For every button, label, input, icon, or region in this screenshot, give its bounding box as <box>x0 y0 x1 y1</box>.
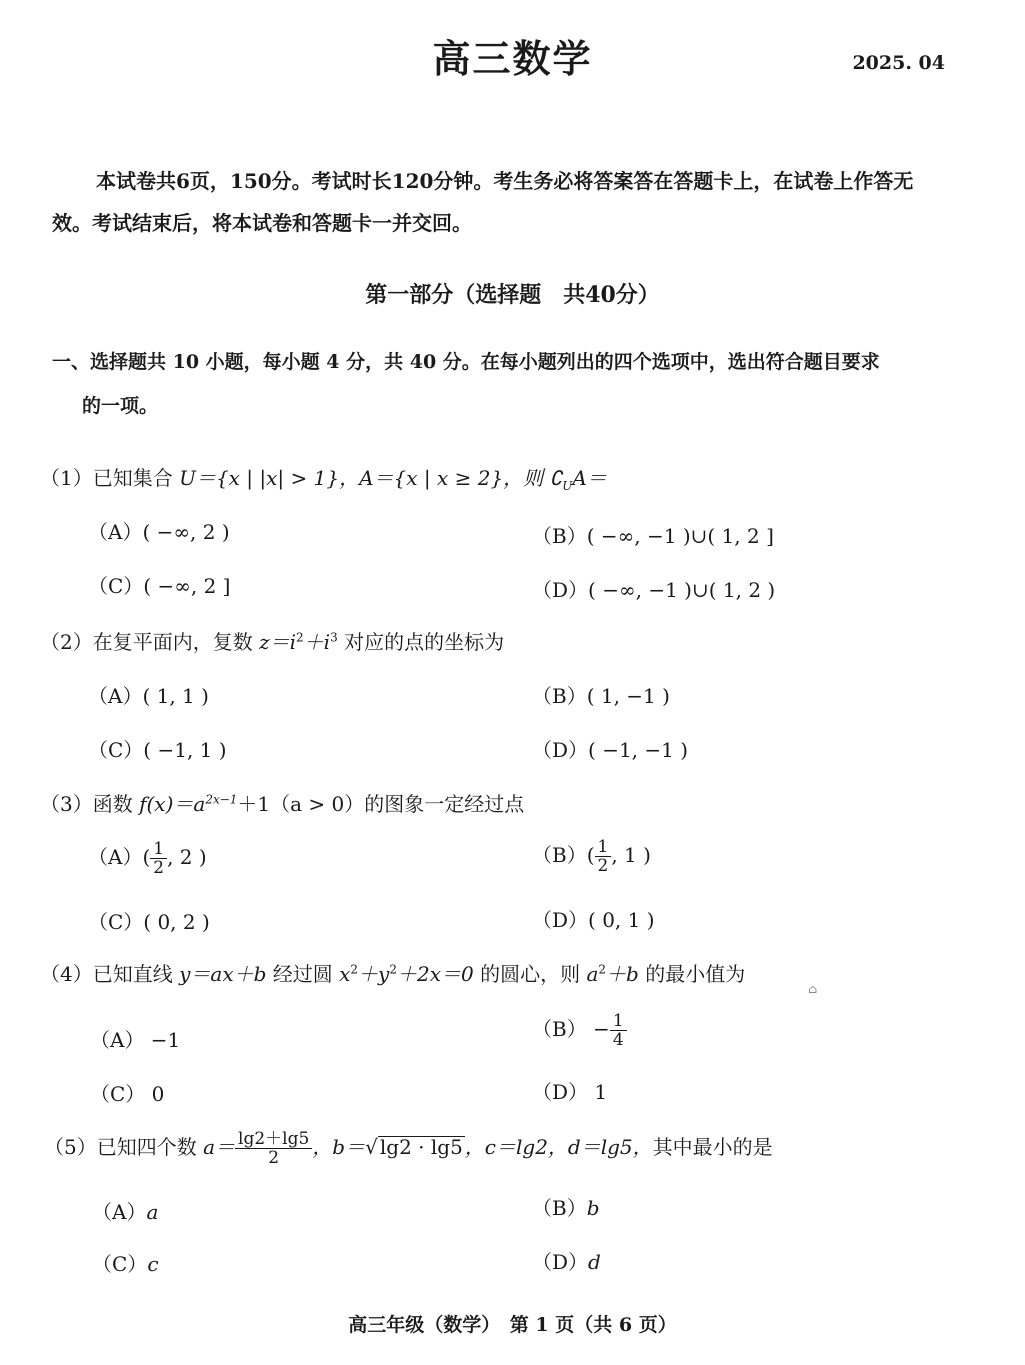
instruction-line-1: 一、选择题共 10 小题，每小题 4 分，共 40 分。在每小题列出的四个选项中，选出符合题目要求 <box>52 351 880 373</box>
q3-option-c: （C）( 0, 2 ) <box>88 910 210 934</box>
q3-a-fraction <box>150 840 167 877</box>
q2-sup-2: 3 <box>330 630 338 645</box>
q2-option-a: （A）( 1, 1 ) <box>88 684 209 708</box>
q4-circle-y: ＋y <box>358 962 390 986</box>
q3-formula-a: f(x)＝a <box>139 792 206 816</box>
q3-b-denominator: 2 <box>597 856 609 876</box>
q5-rest: ，c＝lg2，d＝lg5， <box>464 1135 653 1159</box>
q3-a-tail: , 2 ) <box>167 845 207 869</box>
q4-circle-x: x <box>339 962 351 986</box>
q4-sup-3: 2 <box>598 962 607 977</box>
q3-option-a <box>88 840 207 877</box>
section-heading: 第一部分（选择题 共40分） <box>365 282 660 308</box>
q4-expr-b: ＋b <box>606 962 639 986</box>
q4-mid: 经过圆 <box>266 962 340 986</box>
q4-tail: 的最小值为 <box>638 962 746 986</box>
q4-sup-1: 2 <box>350 962 359 977</box>
q3-a-numerator: 1 <box>150 840 167 859</box>
q3-b-label: （B）( <box>532 843 595 867</box>
q5-b-opt-label: （B） <box>532 1196 587 1220</box>
q2-option-c: （C）( −1, 1 ) <box>88 738 227 762</box>
q3-b-tail: , 1 ) <box>611 843 651 867</box>
q3-a-denominator: 2 <box>153 858 165 878</box>
q3-option-d: （D）( 0, 1 ) <box>532 908 655 932</box>
q4-option-a: （A） −1 <box>90 1028 181 1052</box>
q5-option-d <box>532 1246 601 1275</box>
q2-sup-1: 2 <box>296 630 304 645</box>
q5-b-opt-var: b <box>586 1196 600 1220</box>
q2-tail: 对应的点的坐标为 <box>337 630 505 654</box>
q4-option-d: （D） 1 <box>532 1080 608 1104</box>
q4-b-fraction <box>610 1012 627 1049</box>
question-2-stem <box>40 626 504 655</box>
q4-expr-a: a <box>586 962 599 986</box>
question-5-stem <box>44 1130 773 1167</box>
q1-option-a: （A）( −∞, 2 ) <box>88 520 230 544</box>
q1-option-c: （C）( −∞, 2 ] <box>88 574 231 598</box>
q2-formula-a: z＝i <box>259 630 297 654</box>
page-footer: 高三年级（数学） 第 1 页（共 6 页） <box>348 1314 677 1336</box>
question-4-stem <box>40 958 745 987</box>
q5-a-opt-label: （A） <box>92 1200 147 1224</box>
q5-c-opt-label: （C） <box>92 1252 148 1276</box>
q4-b-label: （B） − <box>532 1017 610 1041</box>
exam-date: 2025. 04 <box>852 52 945 74</box>
q5-tail: 其中最小的是 <box>652 1135 773 1159</box>
exam-instructions: 本试卷共6页，150分。考试时长120分钟。考生务必将答案答在答题卡上，在试卷上作答无效。考试结束后，将本试卷和答题卡一并交回。 <box>52 169 914 235</box>
q5-b-label: ，b＝ <box>312 1135 366 1159</box>
q4-b-numerator: 1 <box>610 1012 627 1031</box>
scan-mark: ⌂ <box>808 982 818 996</box>
q5-b-radicand: lg2 · lg5 <box>379 1135 463 1159</box>
q5-a-denominator: 2 <box>268 1148 280 1168</box>
question-3-stem <box>40 788 524 817</box>
q3-b-numerator: 1 <box>595 838 612 857</box>
page-title: 高三数学 <box>432 36 593 81</box>
q3-b-fraction <box>595 838 612 875</box>
sqrt-icon: √ <box>365 1135 378 1159</box>
instruction-line-2: 的一项。 <box>82 395 159 417</box>
q4-mid-2: 的圆心，则 <box>473 962 587 986</box>
q5-a-opt-var: a <box>146 1200 159 1224</box>
q2-option-d: （D）( −1, −1 ) <box>532 738 689 762</box>
q5-a-label: a＝ <box>203 1135 236 1159</box>
q5-d-opt-var: d <box>588 1250 601 1274</box>
q5-c-opt-var: c <box>147 1252 159 1276</box>
q4-circle-rest: ＋2x＝0 <box>397 962 474 986</box>
q5-a-numerator: lg2＋lg5 <box>235 1130 312 1149</box>
question-instruction <box>52 340 957 428</box>
q5-option-a <box>92 1196 158 1225</box>
q1-option-d: （D）( −∞, −1 )∪( 1, 2 ) <box>532 578 776 602</box>
q2-formula-b: ＋i <box>303 630 331 654</box>
q3-sup: 2x−1 <box>205 792 238 807</box>
q4-option-c: （C） 0 <box>90 1082 165 1106</box>
q4-prefix: （4）已知直线 <box>40 962 180 986</box>
q5-option-c <box>92 1248 159 1277</box>
q2-option-b: （B）( 1, −1 ) <box>532 684 670 708</box>
q5-a-fraction <box>235 1130 312 1167</box>
q3-prefix: （3）函数 <box>40 792 140 816</box>
q1-tail: A＝ <box>572 466 607 490</box>
q1-formula: U＝{x | |x| > 1}，A＝{x | x ≥ 2}，则 ∁ <box>179 466 563 490</box>
q1-prefix: （1）已知集合 <box>40 466 180 490</box>
q5-option-b <box>532 1192 600 1221</box>
q4-sup-2: 2 <box>389 962 397 977</box>
q5-d-opt-label: （D） <box>532 1250 589 1274</box>
q3-option-b <box>532 838 651 875</box>
q5-prefix: （5）已知四个数 <box>44 1135 204 1159</box>
q3-a-label: （A）( <box>88 845 151 869</box>
q3-tail: 的图象一定经过点 <box>364 792 525 816</box>
q1-option-b: （B）( −∞, −1 )∪( 1, 2 ] <box>532 524 774 548</box>
q4-option-b <box>532 1012 627 1049</box>
q2-prefix: （2）在复平面内，复数 <box>40 630 260 654</box>
q3-formula-b: ＋1（a > 0） <box>237 792 365 816</box>
q1-sub: U <box>562 479 573 493</box>
question-1-stem <box>40 462 607 493</box>
q4-line-eq: y＝ax＋b <box>179 962 267 986</box>
q4-b-denominator: 4 <box>612 1030 624 1050</box>
